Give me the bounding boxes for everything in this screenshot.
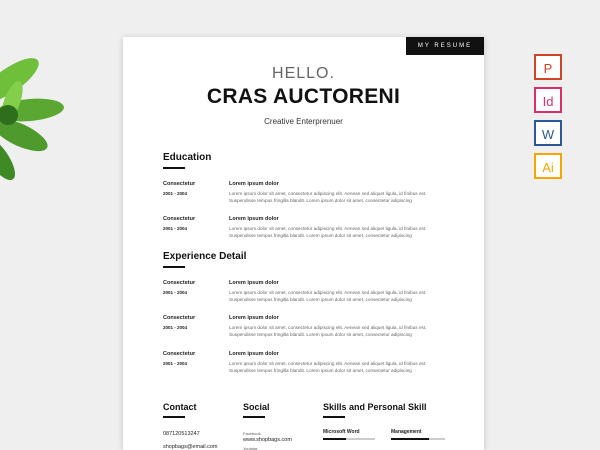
entry-body: Lorem ipsum dolor sit amet, consectetur adipiscing elit. Aenean sed aliquet ligula, id finibus est. Suspendisse tempus fringilla blandit. Lorem ipsum dolor sit amet, consectetur adipiscing <box>229 290 427 302</box>
experience-title: Experience Detail <box>163 251 247 262</box>
contact-underline <box>163 416 185 418</box>
skill-name: Microsoft Word <box>323 429 360 435</box>
entry-body: Lorem ipsum dolor sit amet, consectetur adipiscing elit. Aenean sed aliquet ligula, id finibus est. Suspendisse tempus fringilla blandit. Lorem ipsum dolor sit amet, consectetur adipiscing <box>229 361 427 373</box>
resume-page <box>123 37 484 450</box>
social-title: Social <box>243 402 270 412</box>
education-title: Education <box>163 152 212 163</box>
experience-entry <box>163 280 448 312</box>
entry-heading: Lorem ipsum dolor <box>229 351 279 357</box>
entry-heading: Lorem ipsum dolor <box>229 181 279 187</box>
contact-phone: 087120513247 <box>163 431 200 437</box>
entry-years: 2001 - 2004 <box>163 325 188 330</box>
social-underline <box>243 416 265 418</box>
entry-body: Lorem ipsum dolor sit amet, consectetur adipiscing elit. Aenean sed aliquet ligula, id finibus est. Suspendisse tempus fringilla blandit. Lorem ipsum dolor sit amet, consectetur adipiscing <box>229 226 427 238</box>
powerpoint-icon: P <box>534 54 562 80</box>
education-entry <box>163 216 448 248</box>
resume-role: Creative Enterprenuer <box>264 117 343 126</box>
entry-heading: Lorem ipsum dolor <box>229 315 279 321</box>
skill-bar-fill <box>323 438 346 440</box>
skill-bar <box>323 438 375 440</box>
resume-name: CRAS AUCTORENI <box>206 85 401 108</box>
contact-email: shopbags@email.com <box>163 444 218 450</box>
entry-label: Consectetur <box>163 351 196 357</box>
experience-entry <box>163 351 448 383</box>
skill-bar <box>391 438 445 440</box>
skills-underline <box>323 416 345 418</box>
entry-heading: Lorem ipsum dolor <box>229 280 279 286</box>
succulent-plant-image <box>0 40 80 190</box>
entry-body: Lorem ipsum dolor sit amet, consectetur adipiscing elit. Aenean sed aliquet ligula, id finibus est. Suspendisse tempus fringilla blandit. Lorem ipsum dolor sit amet, consectetur adipiscing <box>229 191 427 203</box>
contact-title: Contact <box>163 402 197 412</box>
entry-body: Lorem ipsum dolor sit amet, consectetur adipiscing elit. Aenean sed aliquet ligula, id finibus est. Suspendisse tempus fringilla blandit. Lorem ipsum dolor sit amet, consectetur adipiscing <box>229 325 427 337</box>
illustrator-icon: Ai <box>534 153 562 179</box>
social-handle: www.shopbags.com <box>243 437 292 443</box>
education-entry <box>163 181 448 213</box>
education-underline <box>163 167 185 169</box>
social-network-2: Youtube <box>243 446 258 450</box>
entry-label: Consectetur <box>163 280 196 286</box>
my-resume-tag: MY RESUME <box>406 37 484 55</box>
skill-name: Management <box>391 429 422 435</box>
indesign-icon: Id <box>534 87 562 113</box>
skill-bar-fill <box>391 438 429 440</box>
experience-underline <box>163 266 185 268</box>
word-icon: W <box>534 120 562 146</box>
entry-label: Consectetur <box>163 315 196 321</box>
experience-entry <box>163 315 448 347</box>
entry-label: Consectetur <box>163 181 196 187</box>
entry-label: Consectetur <box>163 216 196 222</box>
entry-heading: Lorem ipsum dolor <box>229 216 279 222</box>
entry-years: 2001 - 2004 <box>163 290 188 295</box>
entry-years: 2001 - 2004 <box>163 226 188 231</box>
skills-title: Skills and Personal Skill <box>323 402 427 412</box>
social-network: Facebook <box>243 431 261 436</box>
greeting: HELLO. <box>272 65 335 82</box>
entry-years: 2001 - 2004 <box>163 191 188 196</box>
entry-years: 2001 - 2004 <box>163 361 188 366</box>
